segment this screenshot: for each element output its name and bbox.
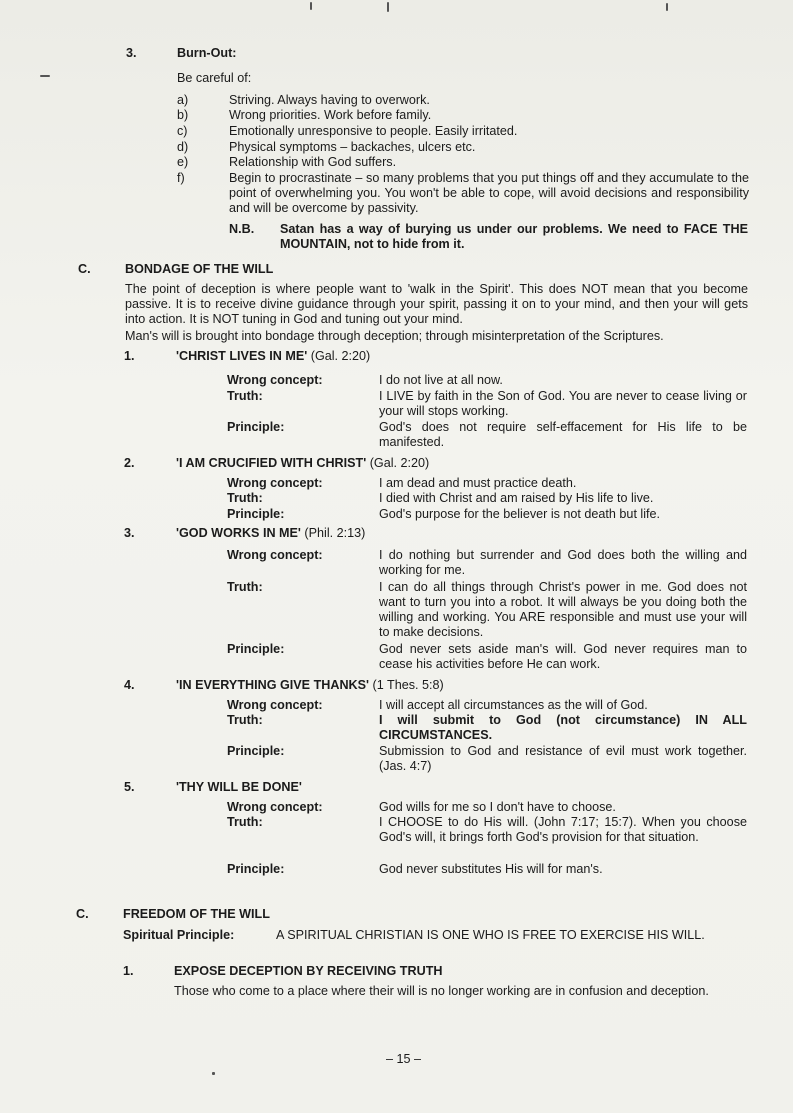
- row-value: God's does not require self-effacement for His life to be manifested.: [379, 420, 747, 449]
- principle-text: A SPIRITUAL CHRISTIAN IS ONE WHO IS FREE TO EXERCISE HIS WILL.: [276, 928, 705, 942]
- row-value: God never substitutes His will for man's.: [379, 862, 603, 876]
- row-value: I do not live at all now.: [379, 373, 503, 387]
- list-item-letter: d): [177, 140, 189, 154]
- row-label: Truth:: [227, 491, 263, 505]
- list-item-letter: b): [177, 108, 189, 122]
- row-label: Wrong concept:: [227, 698, 323, 712]
- row-label: Wrong concept:: [227, 373, 323, 387]
- scan-mark: [310, 2, 312, 10]
- scan-mark: [387, 2, 389, 12]
- row-label: Wrong concept:: [227, 476, 323, 490]
- point-ref: (Gal. 2:20): [366, 456, 430, 470]
- point-title-line: [176, 349, 370, 364]
- section-letter: C.: [76, 907, 89, 921]
- list-item: Striving. Always having to overwork.: [229, 93, 430, 107]
- point-number: 5.: [124, 780, 135, 794]
- row-value: I CHOOSE to do His will. (John 7:17; 15:7). When you choose God's will, it brings forth God's provision for that situation.: [379, 815, 747, 844]
- point-title-line: [176, 780, 302, 795]
- section-title: BONDAGE OF THE WILL: [125, 262, 274, 276]
- scan-mark: [212, 1072, 215, 1075]
- scan-mark: [666, 3, 668, 11]
- row-value: God's purpose for the believer is not death but life.: [379, 507, 661, 521]
- row-label: Principle:: [227, 642, 285, 656]
- row-label: Principle:: [227, 420, 285, 434]
- row-label: Wrong concept:: [227, 800, 323, 814]
- scan-mark: [40, 75, 50, 77]
- list-item-letter: e): [177, 155, 189, 169]
- row-label: Truth:: [227, 580, 263, 594]
- page-number: – 15 –: [386, 1052, 422, 1066]
- burnout-intro: Be careful of:: [177, 71, 252, 85]
- point-number: 1.: [123, 964, 134, 978]
- row-value: I can do all things through Christ's power in me. God does not want to turn you into a robot. It will always be you doing both the willing and working. You ARE responsible and must use your will to make decisions.: [379, 580, 747, 639]
- section-title: FREEDOM OF THE WILL: [123, 907, 270, 921]
- list-item-letter: f): [177, 171, 185, 185]
- point-title: 'CHRIST LIVES IN ME': [176, 349, 308, 363]
- row-label: Wrong concept:: [227, 548, 323, 562]
- row-value: I died with Christ and am raised by His life to live.: [379, 491, 654, 505]
- row-value: God wills for me so I don't have to choose.: [379, 800, 616, 814]
- point-title: 'THY WILL BE DONE': [176, 780, 302, 794]
- point-ref: (Gal. 2:20): [307, 349, 371, 363]
- list-item: Wrong priorities. Work before family.: [229, 108, 432, 122]
- row-value: God never sets aside man's will. God never requires man to cease his activities before He can work.: [379, 642, 747, 671]
- point-title-line: [176, 526, 365, 541]
- row-value: I will submit to God (not circumstance) IN ALL CIRCUMSTANCES.: [379, 713, 747, 742]
- point-number: 2.: [124, 456, 135, 470]
- point-ref: (Phil. 2:13): [300, 526, 366, 540]
- point-number: 3.: [124, 526, 135, 540]
- row-label: Principle:: [227, 507, 285, 521]
- point-title-line: [176, 678, 444, 693]
- row-label: Truth:: [227, 713, 263, 727]
- point-title-line: [176, 456, 429, 471]
- list-item: Physical symptoms – backaches, ulcers etc.: [229, 140, 476, 154]
- nb-text: Satan has a way of burying us under our problems. We need to FACE THE MOUNTAIN, not to hide from it.: [280, 222, 748, 251]
- point-title: 'I AM CRUCIFIED WITH CHRIST': [176, 456, 367, 470]
- list-item: Emotionally unresponsive to people. Easily irritated.: [229, 124, 518, 138]
- list-item-letter: a): [177, 93, 189, 107]
- point-title: 'IN EVERYTHING GIVE THANKS': [176, 678, 370, 692]
- list-item-letter: c): [177, 124, 188, 138]
- row-value: I LIVE by faith in the Son of God. You are never to cease living or your will stops working.: [379, 389, 747, 418]
- row-value: I do nothing but surrender and God does both the willing and working for me.: [379, 548, 747, 577]
- point-title: 'GOD WORKS IN ME': [176, 526, 301, 540]
- section-paragraph: The point of deception is where people want to 'walk in the Spirit'. This does NOT mean that you become passive. It is to receive divine guidance through your spirit, passing it on to your mind, and then your will gets into action. It is NOT tuning in God and tuning out your mind.: [125, 282, 748, 326]
- row-value: I am dead and must practice death.: [379, 476, 577, 490]
- row-value: I will accept all circumstances as the will of God.: [379, 698, 648, 712]
- principle-label: Spiritual Principle:: [123, 928, 235, 942]
- point-ref: (1 Thes. 5:8): [369, 678, 444, 692]
- list-item: Relationship with God suffers.: [229, 155, 397, 169]
- list-item: Begin to procrastinate – so many problems that you put things off and they accumulate to the point of overwhelming you. You won't be able to cope, will avoid decisions and responsibility and will be overcome by passivity.: [229, 171, 749, 215]
- section-paragraph-2: Man's will is brought into bondage through deception; through misinterpretation of the Scriptures.: [125, 329, 664, 343]
- row-label: Principle:: [227, 862, 285, 876]
- point-number: 4.: [124, 678, 135, 692]
- nb-label: N.B.: [229, 222, 255, 236]
- point-text: Those who come to a place where their will is no longer working are in confusion and deception.: [174, 984, 709, 998]
- point-number: 1.: [124, 349, 135, 363]
- point-title: EXPOSE DECEPTION BY RECEIVING TRUTH: [174, 964, 443, 978]
- row-label: Principle:: [227, 744, 285, 758]
- row-label: Truth:: [227, 815, 263, 829]
- row-label: Truth:: [227, 389, 263, 403]
- burnout-title: Burn-Out:: [177, 46, 237, 60]
- row-value: Submission to God and resistance of evil must work together. (Jas. 4:7): [379, 744, 747, 773]
- burnout-number: 3.: [126, 46, 137, 60]
- section-letter: C.: [78, 262, 91, 276]
